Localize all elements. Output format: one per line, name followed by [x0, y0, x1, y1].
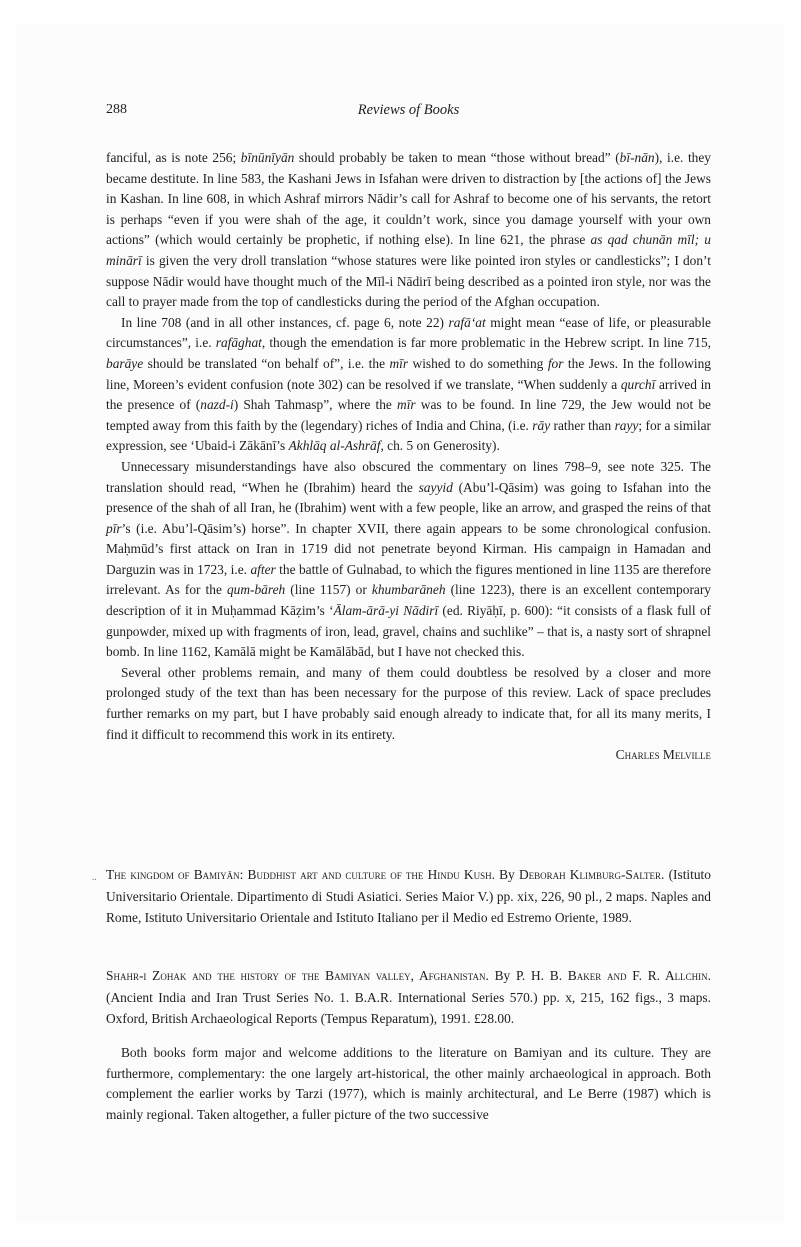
text-run: fanciful, as is note 256;	[106, 150, 241, 165]
book-citation	[106, 864, 711, 929]
italic-term: nazd-i	[200, 397, 234, 413]
book-details: (Ancient India and Iran Trust Series No. 1. B.A.R. International Series 570.) pp. x, 215, 162 figs., 3 maps. Oxford, British Archaeological Reports (Tempus Reparatum), 1991. £28.00.	[106, 989, 711, 1026]
italic-term: rayy	[614, 417, 639, 433]
text-run: was to be found. In line 729, the Jew would not be tempted away from this faith by the (legendary) riches of India and China, (i.e.	[106, 397, 712, 433]
book-by: By	[499, 867, 515, 882]
italic-term: bīnūnīyān	[240, 150, 295, 165]
running-title: Reviews of Books	[357, 102, 460, 118]
italic-term: rafā‘at	[448, 314, 486, 330]
page-number: 288	[106, 102, 127, 117]
text-run: (ed. Riyāḥī, p. 600): “it consists of a flask full of gunpowder, mixed up with fragments of iron, lead, gravel, chains and suchlike” – that is, a nasty sort of shrapnel bomb. In line 1162, Kamālā might be Kamālābād, but I have not checked this.	[106, 603, 711, 660]
italic-term: rāy	[532, 417, 551, 433]
italic-term: after	[250, 561, 276, 577]
text-run: , though the emendation is far more problematic in the Hebrew script. In line 715,	[261, 335, 711, 351]
review-paragraph	[106, 663, 711, 745]
italic-term: bī-nān	[619, 150, 655, 165]
text-run: ), i.e. they became destitute. In line 583, the Kashani Jews in Isfahan were driven to distraction by [the actions of] the Jews in Kashan. In line 608, in which Ashraf mirrors Nādir’s call for Ashraf to become one of his servants, the retort is perhaps “even if you were shah of the age, it couldn’t work, since you damage yourself with your own actions” (which would certainly be prophetic, if nothing else). In line 621, the phrase	[106, 150, 711, 248]
italic-term: barāye	[106, 355, 144, 371]
book-author: P. H. B. Baker and F. R. Allchin.	[515, 968, 711, 983]
text-run: ; for a similar expression, see ‘Ubaid-i Zākānī’s	[106, 417, 711, 454]
text-run: arrived in the presence of (	[106, 376, 711, 413]
book-by: By	[494, 968, 511, 983]
italic-term: qum-bāreh	[226, 582, 286, 598]
book-title: Shahr-i Zohak and the history of the Bamiyan valley, Afghanistan.	[106, 968, 489, 983]
italic-term: pīr	[106, 520, 122, 536]
page-header	[106, 102, 711, 124]
text-run: ) Shah Tahmasp”, where the	[233, 397, 398, 413]
italic-term: as qad chunān mīl; u minārī	[106, 232, 711, 268]
italic-term: qurchī	[620, 376, 656, 392]
text-run: ’s (i.e. Abu’l-Qāsim’s) horse”. In chapter XVII, there again appears to be some chronological confusion. Maḥmūd’s first attack on Iran in 1719 did not penetrate beyond Kirman. His campaign in Hamadan and Darguzin was in 1723, i.e.	[106, 520, 711, 577]
text-run: should be translated “on behalf of”, i.e. the	[143, 355, 390, 371]
review-paragraph	[106, 148, 711, 313]
text-run: (Abu’l-Qāsim) was going to Isfahan into the presence of the shah of all Iran, he (Ibrahim) went with a few people, like an arrow, and grasped the reins of that	[106, 479, 711, 516]
text-run: should probably be taken to mean “those without bread” (	[294, 150, 620, 165]
review-paragraph	[106, 313, 711, 457]
book-citation	[106, 965, 711, 1030]
text-run: In line 708 (and in all other instances, cf. page 6, note 22)	[121, 314, 449, 330]
text-run: the Jews. In the following line, Moreen’s evident confusion (note 302) can be resolved if we translate, “When suddenly a	[106, 355, 711, 392]
italic-term: khumbarāneh	[371, 582, 446, 598]
text-run: Several other problems remain, and many of them could doubtless be resolved by a closer and more prolonged study of the text than has been necessary for the purpose of this review. Lack of space precludes further remarks on my part, but I have probably said enough already to indicate that, for all its many merits, I find it difficult to recommend this work in its entirety.	[106, 664, 711, 742]
review-paragraph	[106, 457, 711, 663]
text-run: Unnecessary misunderstandings have also obscured the commentary on lines 798–9, see note 325. The translation should read, “When he (Ibrahim) heard the	[106, 458, 711, 495]
text-run: rather than	[550, 417, 615, 433]
italic-term: Ālam-ārā-yi Nādirī	[333, 603, 439, 619]
text-run: , ch. 5 on Generosity).	[380, 438, 500, 454]
italic-term: mīr	[397, 397, 416, 413]
reviewer-signature: Charles Melville	[615, 747, 711, 763]
text-run: the battle of Gulnabad, to which the figures mentioned in line 1135 are therefore irrelevant. As for the	[106, 561, 711, 598]
italic-term: sayyid	[418, 479, 453, 495]
text-run: (line 1223), there is an excellent contemporary description of it in Muḥammad Kāẓim’s ‘	[106, 582, 712, 619]
text-run: might mean “ease of life, or pleasurable circumstances”, i.e.	[106, 314, 711, 351]
text-run: is given the very droll translation “whose statures were like pointed iron styles or candlesticks”; I don’t suppose Nādir would have thought much of the Mīl-i Nādirī being described as a pointed iron style, nor was the call to prayer made from the top of candlesticks during the period of the Afghan occupation.	[106, 252, 711, 310]
italic-term: mīr	[389, 355, 409, 371]
scan-artifact-mark: ..	[92, 872, 97, 882]
review-paragraph: Both books form major and welcome additions to the literature on Bamiyan and its culture. They are furthermore, complementary: the one largely art-historical, the other mainly archaeological in approach. Both complement the earlier works by Tarzi (1977), which is mainly architectural, and Le Berre (1987) which is mainly regional. Taken altogether, a fuller picture of the two successive	[106, 1045, 711, 1122]
book-author: Deborah Klimburg-Salter.	[518, 867, 665, 882]
review-body-melville	[106, 148, 711, 766]
book-details: (Istituto Universitario Orientale. Dipartimento di Studi Asiatici. Series Maior V.) pp. xix, 226, 90 pl., 2 maps. Naples and Rome, Istituto Universitario Orientale and Istituto Italiano per il Medio ed Estremo Oriente, 1989.	[106, 867, 711, 925]
review-body-bamiyan	[106, 1043, 711, 1125]
text-run: wished to do something	[408, 355, 548, 371]
italic-term: for	[547, 355, 564, 371]
italic-term: rafāghat	[215, 335, 262, 351]
text-run: (line 1157) or	[285, 582, 372, 598]
italic-term: Akhlāq al-Ashrāf	[288, 438, 381, 454]
book-title: The kingdom of Bamiyān: Buddhist art and culture of the Hindu Kush.	[106, 867, 495, 882]
